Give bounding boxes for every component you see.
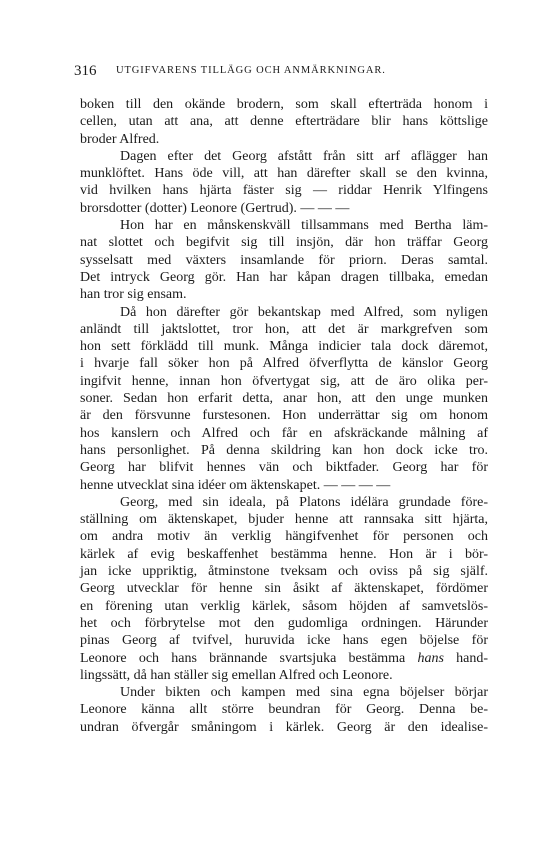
text-line: nat slottet och begifvit sig till insjön, där hon träffar Georg — [80, 235, 488, 251]
running-head: UTGIFVARENS TILLÄGG OCH ANMÄRKNINGAR. — [116, 65, 386, 76]
text-line: om andra motiv än verklig hängifvenhet för personen och — [80, 529, 488, 545]
text-line: Hon har en månskenskväll tillsammans med Bertha läm- — [120, 218, 488, 234]
text-line: Under bikten och kampen med sina egna böjelser börjar — [120, 685, 488, 701]
paragraph — [80, 217, 488, 303]
text-line: i hvarje fall söker hon på Alfred öfverflytta de känslor Georg — [80, 356, 488, 372]
text-line: Då hon därefter gör bekantskap med Alfred, som nyligen — [120, 304, 488, 320]
text-line: kärlek af evig beskaffenhet bestämma henne. Hon är i bör- — [80, 546, 488, 562]
paragraph — [80, 494, 488, 684]
text-line: Leonore känna allt större beundran för Georg. Denna be- — [80, 702, 488, 718]
body-text — [80, 96, 488, 736]
text-line: Dagen efter det Georg afstått från sitt arf aflägger han — [120, 148, 488, 164]
text-line: cellen, utan att ana, att denne efterträdare blir hans köttslige — [80, 114, 488, 130]
text-line: Georg utvecklar för henne sin åsikt af äktenskapet, fördömer — [80, 581, 488, 597]
text-line: broder Alfred. — [80, 131, 160, 147]
text-line-with-emphasis — [80, 650, 488, 667]
text-line: är den försvunne furstesonen. Hon underrättar sig om honom — [80, 408, 488, 424]
paragraph — [80, 96, 488, 148]
text-line: boken till den okände brodern, som skall efterträda honom i — [80, 97, 488, 112]
text-line: soner. Sedan hon erfarit detta, anar hon, att den unge munken — [80, 391, 488, 407]
text-line: vid hvilken hans hjärta fäster sig — riddar Henrik Ylfingens — [80, 183, 488, 199]
emphasis-word: hans — [417, 650, 444, 666]
text-line: Georg, med sin ideala, på Platons idélära grundade före- — [120, 494, 488, 510]
text-line: undran öfvergår småningom i kärlek. Georg är den idealise- — [80, 719, 488, 735]
text-line: het och förbrytelse mot den gudomliga ordningen. Härunder — [80, 615, 488, 631]
text-line: hon sett förklädd till munk. Många indicier tala dock däremot, — [80, 339, 488, 355]
paragraph — [80, 148, 488, 217]
text-line: ingifvit henne, innan hon öfvertygat sig, att de äro olika per- — [80, 373, 488, 389]
page-number: 316 — [74, 63, 97, 79]
text-line: han tror sig ensam. — [80, 287, 187, 303]
text-line: hos kanslern och Alfred och får en afskräckande målning af — [80, 425, 488, 441]
page-header — [74, 63, 494, 79]
paragraph — [80, 684, 488, 736]
text-line: en förening utan verklig kärlek, såsom höjden af samvetslös- — [80, 598, 488, 614]
text-line: lingssätt, då han ställer sig emellan Alfred och Leonore. — [80, 667, 393, 683]
text-line: Det intryck Georg gör. Han har kåpan dragen tillbaka, emedan — [80, 269, 488, 285]
text-line: sysselsatt med växters insamlande för priorn. Deras samtal. — [80, 252, 488, 268]
text-line: anländt till jaktslottet, tror hon, att det är markgrefven som — [80, 321, 488, 337]
paragraph — [80, 304, 488, 494]
text-line: jan icke uppriktig, åtminstone tveksam och oviss på sig själf. — [80, 564, 488, 580]
text-line: henne utvecklat sina idéer om äktenskapet. — — — — — [80, 477, 391, 493]
text-line: munklöftet. Hans öde vill, att han därefter skall se den kvinna, — [80, 166, 488, 182]
text-segment: hand- — [443, 650, 488, 666]
text-line: hans personlighet. På denna skildring kan hon dock icke tro. — [80, 442, 488, 458]
text-line: Georg har blifvit hennes vän och biktfader. Georg har för — [80, 460, 488, 476]
text-line: pinas Georg af tvifvel, huruvida icke hans egen böjelse för — [80, 633, 488, 649]
text-line: ställning om äktenskapet, bjuder henne att rannsaka sitt hjärta, — [80, 512, 488, 528]
text-line: brorsdotter (dotter) Leonore (Gertrud). — — — — [80, 200, 350, 216]
text-segment: Leonore och hans brännande svartsjuka bestämma — [80, 650, 418, 666]
